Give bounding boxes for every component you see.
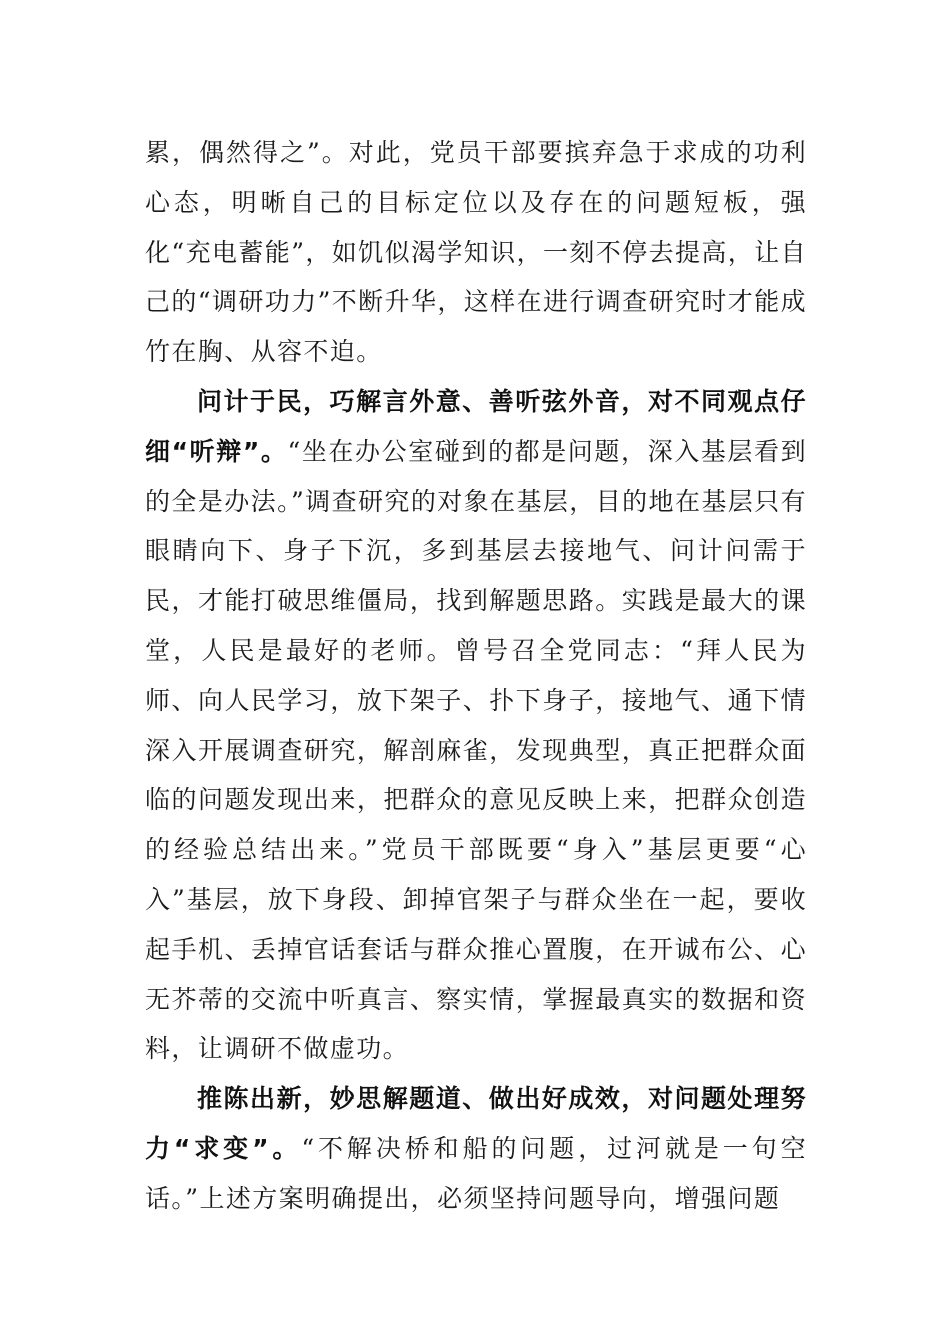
paragraph-3 [145, 1074, 807, 1223]
paragraph-2 [145, 377, 807, 1074]
paragraph-2-heading: 问计于民，巧解言外意、善听弦外音，对不同观点仔细“听辩”。 [145, 386, 807, 466]
paragraph-1-body: 累，偶然得之”。对此，党员干部要摈弃急于求成的功利心态，明晰自己的目标定位以及存在的问题短板，强化“充电蓄能”，如饥似渴学知识，一刻不停去提高，让自己的“调研功力”不断升华，这样在进行调查研究时才能成竹在胸、从容不迫。 [145, 138, 807, 367]
paragraph-1 [145, 128, 807, 377]
paragraph-3-heading: 推陈出新，妙思解题道、做出好成效，对问题处理努力“求变”。 [145, 1084, 807, 1163]
paragraph-2-body: “坐在办公室碰到的都是问题，深入基层看到的全是办法。”调查研究的对象在基层，目的地在基层只有眼睛向下、身子下沉，多到基层去接地气、问计问需于民，才能打破思维僵局，找到解题思路。实践是最大的课堂，人民是最好的老师。曾号召全党同志：“拜人民为师、向人民学习，放下架子、扑下身子，接地气、通下情深入开展调查研究，解剖麻雀，发现典型，真正把群众面临的问题发现出来，把群众的意见反映上来，把群众创造的经验总结出来。”党员干部既要“身入”基层更要“心入”基层，放下身段、卸掉官架子与群众坐在一起，要收起手机、丢掉官话套话与群众推心置腹，在开诚布公、心无芥蒂的交流中听真言、察实情，掌握最真实的数据和资料，让调研不做虚功。 [145, 436, 807, 1064]
document-body [145, 128, 807, 1224]
paragraph-3-body: “不解决桥和船的问题，过河就是一句空话。”上述方案明确提出，必须坚持问题导向，增强问题 [145, 1133, 807, 1213]
